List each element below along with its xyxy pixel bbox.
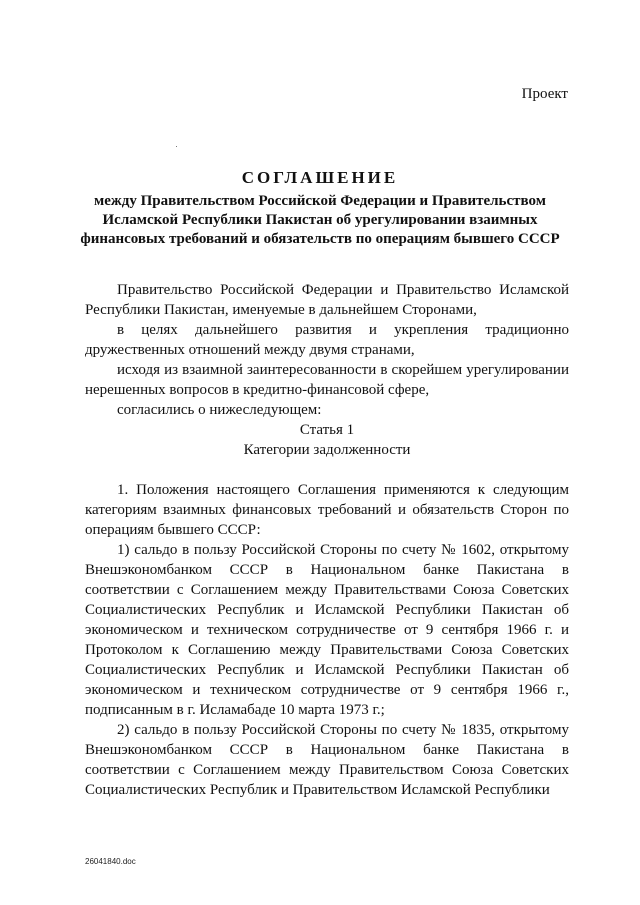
preamble-parties: Правительство Российской Федерации и Правительство Исламской Республики Пакистан, именуемые в дальнейшем Сторонами, [85,282,569,318]
file-code: 26041840.doc [85,857,136,866]
preamble-purpose: в целях дальнейшего развития и укрепления традиционно дружественных отношений между двумя странами, [85,322,569,358]
subtitle-line: между Правительством Российской Федерации и Правительством [94,193,546,209]
document-subtitle [60,192,580,249]
article-number: Статья 1 [299,422,355,438]
title-block [60,168,580,249]
preamble-agreed: согласились о нижеследующем: [117,402,322,418]
clause-item-2: 2) сальдо в пользу Российской Стороны по счету № 1835, открытому Внешэкономбанком СССР в Национальном банке Пакистана в соответствии с Соглашением между Правительством Союза Советских Социалистических Республик и Правительством Исламской Республики [85,722,569,798]
document-title: СОГЛАШЕНИЕ [241,168,399,187]
clause-1: 1. Положения настоящего Соглашения применяются к следующим категориям взаимных финансовых требований и обязательств Сторон по операциям бывшего СССР: [85,482,569,538]
scan-speck [176,146,177,147]
preamble-interest: исходя из взаимной заинтересованности в скорейшем урегулировании нерешенных вопросов в кредитно-финансовой сфере, [85,362,569,398]
article-heading: Категории задолженности [243,442,411,458]
draft-label: Проект [521,86,568,102]
document-body [85,280,569,800]
clause-item-1: 1) сальдо в пользу Российской Стороны по счету № 1602, открытому Внешэкономбанком СССР в Национальном банке Пакистана в соответствии с Соглашением между Правительствами Союза Советских Социалистических Республик и Исламской Республики Пакистан об экономическом и техническом сотрудничестве от 9 сентября 1966 г. и Протоколом к Соглашению между Правительствами Союза Советских Социалистических Республик и Исламской Республики Пакистан об экономическом и техническом сотрудничестве от 9 сентября 1966 г., подписанным в г. Исламабаде 10 марта 1973 г.; [85,542,569,718]
subtitle-line: Исламской Республики Пакистан об урегулировании взаимных [102,212,538,228]
subtitle-line: финансовых требований и обязательств по операциям бывшего СССР [80,231,560,247]
